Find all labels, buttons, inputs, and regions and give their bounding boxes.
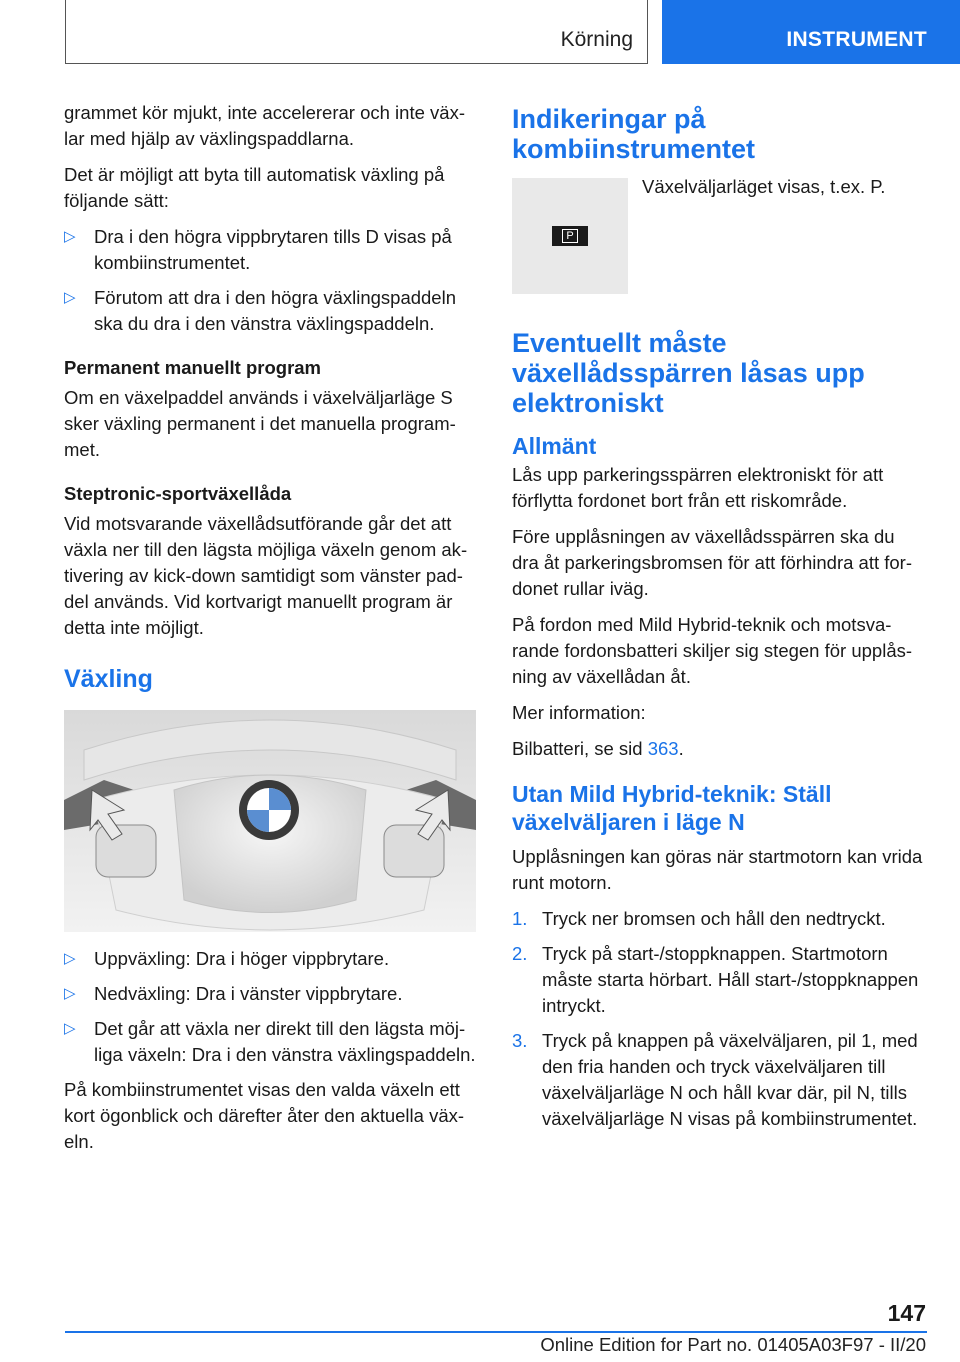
list-item <box>64 285 476 337</box>
section-label: Körning <box>560 28 633 51</box>
reference-text: Bilbatteri, se sid <box>512 738 648 759</box>
paragraph: grammet kör mjukt, inte accelererar och inte växlar med hjälp av växlingspaddlarna. <box>64 102 465 149</box>
section-heading: Indikeringar på kombiinstrumentet <box>512 104 756 164</box>
list-item <box>64 1016 476 1068</box>
step-number: 1. <box>512 908 528 929</box>
right-column <box>512 104 926 1141</box>
chapter-tab <box>662 0 960 64</box>
list-item-text: Nedväxling: Dra i vänster vippbrytare. <box>94 983 403 1004</box>
paragraph: Mer information: <box>512 702 646 723</box>
footer-divider <box>65 1331 927 1333</box>
triangle-bullet-icon: ▷ <box>64 950 76 967</box>
step-text: Tryck ner bromsen och håll den nedtryckt. <box>542 908 886 929</box>
paragraph: Lås upp parkeringsspärren elektroniskt för att förflytta fordonet bort från ett riskområde. <box>512 464 884 511</box>
triangle-bullet-icon: ▷ <box>64 289 76 306</box>
triangle-bullet-icon: ▷ <box>64 985 76 1002</box>
step-item <box>512 941 926 1019</box>
reference-line <box>512 736 926 762</box>
paragraph: Det är möjligt att byta till automatisk växling på följande sätt: <box>64 164 445 211</box>
paragraph: Vid motsvarande växellådsutförande går det att växla ner till den lägsta möjliga växeln genom aktivering av kick-down samtidigt som vänster paddel används. Vid kortvarigt manuellt program är detta inte möjligt. <box>64 513 468 638</box>
list-item-text: Förutom att dra i den högra växlingspaddeln ska du dra i den vänstra växlingspaddeln. <box>94 287 456 334</box>
reference-end: . <box>678 738 684 759</box>
subsection-heading: Allmänt <box>512 433 597 459</box>
step-number: 3. <box>512 1030 528 1051</box>
list-item-text: Det går att växla ner direkt till den lägsta möjliga växeln: Dra i den vänstra växlingspaddeln. <box>94 1018 476 1065</box>
list-item <box>64 946 476 972</box>
paragraph: Före upplåsningen av växellådsspärren ska du dra åt parkeringsbromsen för att förhindra att fordonet rullar iväg. <box>512 526 913 599</box>
step-number: 2. <box>512 943 528 964</box>
p-display-icon <box>552 226 588 246</box>
list-item <box>64 981 476 1007</box>
step-text: Tryck på start-/stoppknappen. Startmotorn måste starta hörbart. Håll start-/stoppknappen intryckt. <box>542 943 919 1016</box>
subsection-heading: Utan Mild Hybrid-teknik: Ställ växelväljaren i läge N <box>512 781 832 835</box>
list-item-text: Uppväxling: Dra i höger vippbrytare. <box>94 948 390 969</box>
steering-wheel-image <box>64 710 476 932</box>
page-number: 147 <box>887 1300 926 1326</box>
gear-indicator-image <box>512 178 628 294</box>
left-column <box>64 100 476 1165</box>
list-item <box>64 224 476 276</box>
subheading: Steptronic-sportväxellåda <box>64 483 292 504</box>
triangle-bullet-icon: ▷ <box>64 228 76 245</box>
list-item-text: Dra i den högra vippbrytaren tills D visas på kombiinstrumentet. <box>94 226 452 273</box>
edition-note: Online Edition for Part no. 01405A03F97 - II/20 <box>540 1334 926 1355</box>
chapter-label: INSTRUMENT <box>786 28 927 51</box>
paragraph: På kombiinstrumentet visas den valda växeln ett kort ögonblick och därefter åter den aktuella växeln. <box>64 1079 465 1152</box>
indicator-block <box>512 178 926 298</box>
section-tab <box>65 0 648 64</box>
paragraph: Om en växelpaddel används i växelväljarläge S sker växling permanent i det manuella programmet. <box>64 387 456 460</box>
step-item <box>512 906 926 932</box>
section-heading: Eventuellt måste växellådsspärren låsas upp elektroniskt <box>512 328 865 418</box>
section-heading: Växling <box>64 665 153 693</box>
step-item <box>512 1028 926 1132</box>
paragraph: Upplåsningen kan göras när startmotorn kan vrida runt motorn. <box>512 846 923 893</box>
paragraph: Växelväljarläget visas, t.ex. P. <box>642 176 886 197</box>
p-letter: P <box>562 229 578 243</box>
triangle-bullet-icon: ▷ <box>64 1020 76 1037</box>
paragraph: På fordon med Mild Hybrid-teknik och motsvarande fordonsbatteri skiljer sig stegen för upplåsning av växellådan åt. <box>512 614 913 687</box>
step-text: Tryck på knappen på växelväljaren, pil 1, med den fria handen och tryck växelväljaren till växelväljarläge N och håll kvar där, pil N, tills växelväljarläge N visas på kombiinstrumentet. <box>542 1030 918 1129</box>
subheading: Permanent manuellt program <box>64 357 322 378</box>
page-link[interactable]: 363 <box>647 738 679 759</box>
